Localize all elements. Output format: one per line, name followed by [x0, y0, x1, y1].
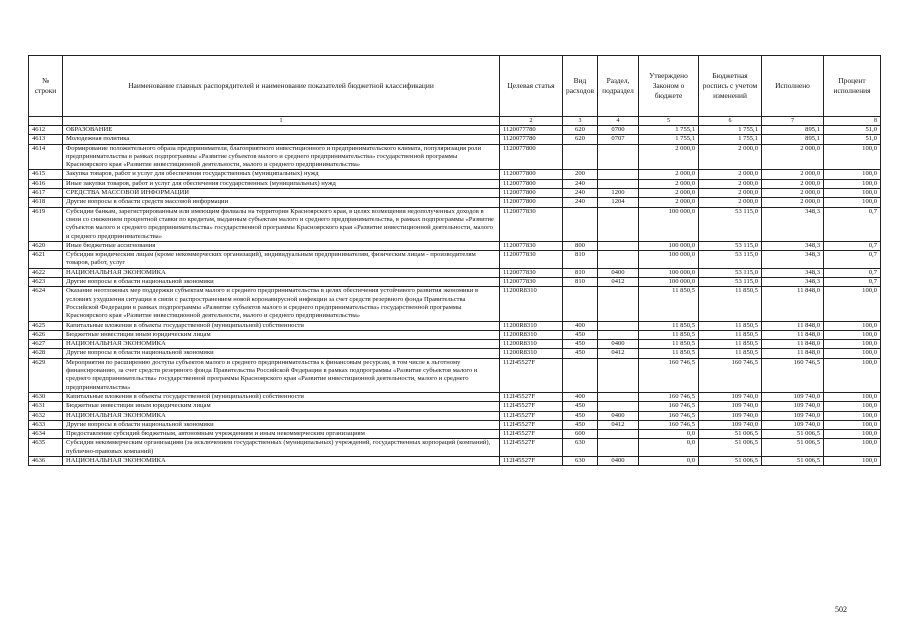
row-expense-type: 620 [563, 135, 598, 144]
row-name: Другие вопросы в области национальной экономики [63, 278, 500, 287]
row-expense-type: 240 [563, 189, 598, 198]
row-number: 4617 [29, 189, 63, 198]
column-number: 7 [762, 117, 824, 126]
row-executed: 348,3 [762, 278, 824, 287]
row-target-article: 112I45527F [500, 420, 563, 429]
row-expense-type: 450 [563, 340, 598, 349]
budget-table [28, 55, 881, 466]
row-name: Закупка товаров, работ и услуг для обеспечения государственных (муниципальных) нужд [63, 170, 500, 179]
row-name: ОБРАЗОВАНИЕ [63, 126, 500, 135]
row-expense-type [563, 207, 598, 241]
table-row [29, 340, 881, 349]
table-row [29, 420, 881, 429]
row-name: НАЦИОНАЛЬНАЯ ЭКОНОМИКА [63, 456, 500, 465]
row-approved: 2 000,0 [639, 198, 699, 207]
header-target-article: Целевая статья [500, 56, 563, 117]
row-expense-type: 810 [563, 251, 598, 269]
row-executed: 348,3 [762, 268, 824, 277]
row-number: 4633 [29, 420, 63, 429]
row-expense-type [563, 144, 598, 170]
table-row [29, 179, 881, 188]
row-number: 4635 [29, 439, 63, 457]
row-executed: 2 000,0 [762, 189, 824, 198]
row-name: НАЦИОНАЛЬНАЯ ЭКОНОМИКА [63, 411, 500, 420]
row-number: 4632 [29, 411, 63, 420]
table-row [29, 207, 881, 241]
row-percent: 100,0 [824, 411, 881, 420]
row-name: Субсидии некоммерческим организациям (за исключением государственных (муниципальных) учреждений, государственных корпораций (компаний), публично-правовых компаний) [63, 439, 500, 457]
row-executed: 11 848,0 [762, 321, 824, 330]
header-row [29, 56, 881, 117]
row-budget-schedule: 53 115,0 [699, 241, 762, 250]
row-budget-schedule: 109 740,0 [699, 402, 762, 411]
row-approved: 0,0 [639, 439, 699, 457]
row-name: НАЦИОНАЛЬНАЯ ЭКОНОМИКА [63, 340, 500, 349]
row-budget-schedule: 53 115,0 [699, 251, 762, 269]
row-target-article: 11200R8310 [500, 287, 563, 321]
row-expense-type: 630 [563, 439, 598, 457]
row-executed: 109 740,0 [762, 392, 824, 401]
row-number: 4622 [29, 268, 63, 277]
row-percent: 0,7 [824, 268, 881, 277]
row-number: 4613 [29, 135, 63, 144]
table-row [29, 439, 881, 457]
row-percent: 0,7 [824, 278, 881, 287]
row-approved: 2 000,0 [639, 170, 699, 179]
row-name: Другие вопросы в области средств массовой информации [63, 198, 500, 207]
row-percent: 100,0 [824, 330, 881, 339]
row-approved: 160 746,5 [639, 392, 699, 401]
table-row [29, 251, 881, 269]
row-budget-schedule: 11 850,5 [699, 340, 762, 349]
row-executed: 2 000,0 [762, 170, 824, 179]
row-target-article: 11200R8310 [500, 340, 563, 349]
row-name: Иные закупки товаров, работ и услуг для обеспечения государственных (муниципальных) нужд [63, 179, 500, 188]
row-percent: 100,0 [824, 340, 881, 349]
row-executed: 109 740,0 [762, 411, 824, 420]
row-number: 4625 [29, 321, 63, 330]
row-number: 4615 [29, 170, 63, 179]
row-section [598, 179, 639, 188]
row-expense-type: 810 [563, 268, 598, 277]
row-section: 0400 [598, 456, 639, 465]
row-target-article: 1120077830 [500, 241, 563, 250]
row-percent: 100,0 [824, 287, 881, 321]
row-approved: 160 746,5 [639, 402, 699, 411]
row-approved: 160 746,5 [639, 411, 699, 420]
row-name: Капитальные вложения в объекты государственной (муниципальной) собственности [63, 392, 500, 401]
row-target-article: 1120077830 [500, 251, 563, 269]
row-number: 4630 [29, 392, 63, 401]
column-number: 4 [598, 117, 639, 126]
row-target-article: 112I45527F [500, 411, 563, 420]
row-number: 4619 [29, 207, 63, 241]
header-executed: Исполнено [762, 56, 824, 117]
row-budget-schedule: 11 850,5 [699, 330, 762, 339]
row-section: 0412 [598, 420, 639, 429]
row-budget-schedule: 109 740,0 [699, 392, 762, 401]
table-row [29, 392, 881, 401]
header-budget-schedule: Бюджетная роспись с учетом изменений [699, 56, 762, 117]
row-percent: 0,7 [824, 241, 881, 250]
row-target-article: 112I45527F [500, 392, 563, 401]
row-target-article: 1120077780 [500, 126, 563, 135]
row-number: 4614 [29, 144, 63, 170]
row-name: Оказание неотложных мер поддержки субъектам малого и среднего предпринимательства в целях обеспечения устойчивого развития экономики в условиях ухудшения ситуации в связи с распространением новой коронавирусной инфекции за счет средств резервного фонда Правительства Российской Федерации в рамках подпрограммы «Развитие субъектов малого и среднего предпринимательства» государственной программы Красноярского края «Развитие инвестиционной деятельности, малого и среднего предпринимательства» [63, 287, 500, 321]
row-target-article: 1120077800 [500, 179, 563, 188]
row-percent: 100,0 [824, 430, 881, 439]
row-budget-schedule: 2 000,0 [699, 170, 762, 179]
row-expense-type: 450 [563, 402, 598, 411]
row-approved: 0,0 [639, 456, 699, 465]
row-name: Молодежная политика [63, 135, 500, 144]
column-number-row [29, 117, 881, 126]
table-row [29, 268, 881, 277]
row-target-article: 1120077800 [500, 198, 563, 207]
row-section: 0412 [598, 349, 639, 358]
row-budget-schedule: 2 000,0 [699, 144, 762, 170]
row-target-article: 1120077800 [500, 144, 563, 170]
row-budget-schedule: 2 000,0 [699, 198, 762, 207]
row-expense-type: 240 [563, 179, 598, 188]
table-body [29, 126, 881, 466]
header-row-number: № строки [29, 56, 63, 117]
row-approved: 1 755,1 [639, 126, 699, 135]
row-number: 4616 [29, 179, 63, 188]
row-number: 4634 [29, 430, 63, 439]
row-percent: 100,0 [824, 358, 881, 392]
row-executed: 348,3 [762, 251, 824, 269]
row-section [598, 330, 639, 339]
row-section [598, 251, 639, 269]
table-row [29, 349, 881, 358]
row-approved: 11 850,5 [639, 321, 699, 330]
table-row [29, 456, 881, 465]
row-section [598, 430, 639, 439]
row-number: 4628 [29, 349, 63, 358]
column-number-empty [29, 117, 63, 126]
row-approved: 100 000,0 [639, 268, 699, 277]
row-target-article: 112I45527F [500, 358, 563, 392]
row-approved: 11 850,5 [639, 340, 699, 349]
row-name: Другие вопросы в области национальной экономики [63, 349, 500, 358]
row-approved: 2 000,0 [639, 144, 699, 170]
row-percent: 100,0 [824, 170, 881, 179]
row-percent: 51,0 [824, 135, 881, 144]
table-row [29, 358, 881, 392]
row-section: 1204 [598, 198, 639, 207]
row-executed: 109 740,0 [762, 402, 824, 411]
header-section: Раздел, подраздел [598, 56, 639, 117]
row-expense-type: 620 [563, 126, 598, 135]
row-approved: 2 000,0 [639, 179, 699, 188]
table-row [29, 198, 881, 207]
row-target-article: 1120077830 [500, 207, 563, 241]
row-percent: 100,0 [824, 456, 881, 465]
row-percent: 100,0 [824, 189, 881, 198]
row-expense-type: 450 [563, 411, 598, 420]
row-target-article: 112I45527F [500, 456, 563, 465]
row-expense-type: 450 [563, 420, 598, 429]
row-executed: 2 000,0 [762, 179, 824, 188]
row-expense-type: 630 [563, 456, 598, 465]
row-section [598, 358, 639, 392]
row-number: 4627 [29, 340, 63, 349]
row-percent: 100,0 [824, 144, 881, 170]
row-approved: 160 746,5 [639, 358, 699, 392]
row-budget-schedule: 11 850,5 [699, 321, 762, 330]
table-row [29, 144, 881, 170]
row-name: НАЦИОНАЛЬНАЯ ЭКОНОМИКА [63, 268, 500, 277]
row-number: 4620 [29, 241, 63, 250]
table-row [29, 278, 881, 287]
row-approved: 1 755,1 [639, 135, 699, 144]
row-approved: 11 850,5 [639, 287, 699, 321]
row-target-article: 11200R8310 [500, 321, 563, 330]
row-section: 0700 [598, 126, 639, 135]
table-row [29, 126, 881, 135]
row-name: Иные бюджетные ассигнования [63, 241, 500, 250]
column-number: 2 [500, 117, 563, 126]
table-row [29, 135, 881, 144]
table-row [29, 402, 881, 411]
row-approved: 11 850,5 [639, 349, 699, 358]
row-executed: 51 006,5 [762, 430, 824, 439]
column-number: 5 [639, 117, 699, 126]
row-percent: 0,7 [824, 207, 881, 241]
row-section: 0412 [598, 278, 639, 287]
table-row [29, 241, 881, 250]
header-name: Наименование главных распорядителей и наименование показателей бюджетной классификации [63, 56, 500, 117]
row-target-article: 1120077780 [500, 135, 563, 144]
row-number: 4618 [29, 198, 63, 207]
row-name: Бюджетные инвестиции иным юридическим лицам [63, 402, 500, 411]
table-row [29, 411, 881, 420]
row-number: 4623 [29, 278, 63, 287]
row-expense-type: 450 [563, 349, 598, 358]
row-target-article: 1120077800 [500, 170, 563, 179]
page-number: 502 [835, 605, 847, 614]
row-expense-type: 400 [563, 321, 598, 330]
row-section [598, 170, 639, 179]
row-executed: 11 848,0 [762, 349, 824, 358]
row-executed: 160 746,5 [762, 358, 824, 392]
row-expense-type: 240 [563, 198, 598, 207]
row-approved: 100 000,0 [639, 278, 699, 287]
row-number: 4636 [29, 456, 63, 465]
row-executed: 895,1 [762, 135, 824, 144]
header-approved: Утверждено Законом о бюджете [639, 56, 699, 117]
table-row [29, 170, 881, 179]
table-row [29, 330, 881, 339]
row-budget-schedule: 1 755,1 [699, 126, 762, 135]
column-number: 3 [563, 117, 598, 126]
row-percent: 51,0 [824, 126, 881, 135]
row-name: Капитальные вложения в объекты государственной (муниципальной) собственности [63, 321, 500, 330]
row-budget-schedule: 51 006,5 [699, 430, 762, 439]
row-budget-schedule: 11 850,5 [699, 349, 762, 358]
row-budget-schedule: 51 006,5 [699, 439, 762, 457]
row-percent: 100,0 [824, 198, 881, 207]
row-approved: 0,0 [639, 430, 699, 439]
row-approved: 2 000,0 [639, 189, 699, 198]
row-expense-type: 200 [563, 170, 598, 179]
row-section: 0400 [598, 268, 639, 277]
row-section [598, 207, 639, 241]
row-expense-type [563, 287, 598, 321]
row-approved: 11 850,5 [639, 330, 699, 339]
row-percent: 100,0 [824, 420, 881, 429]
table-row [29, 430, 881, 439]
row-target-article: 11200R8310 [500, 349, 563, 358]
row-percent: 100,0 [824, 402, 881, 411]
row-executed: 11 848,0 [762, 340, 824, 349]
row-target-article: 11200R8310 [500, 330, 563, 339]
row-budget-schedule: 53 115,0 [699, 207, 762, 241]
row-budget-schedule: 51 006,5 [699, 456, 762, 465]
row-executed: 51 006,5 [762, 456, 824, 465]
row-name: СРЕДСТВА МАССОВОЙ ИНФОРМАЦИИ [63, 189, 500, 198]
row-section [598, 402, 639, 411]
row-percent: 100,0 [824, 349, 881, 358]
row-budget-schedule: 53 115,0 [699, 278, 762, 287]
row-budget-schedule: 109 740,0 [699, 420, 762, 429]
row-budget-schedule: 11 850,5 [699, 287, 762, 321]
row-budget-schedule: 160 746,5 [699, 358, 762, 392]
row-expense-type: 810 [563, 278, 598, 287]
row-approved: 100 000,0 [639, 241, 699, 250]
row-target-article: 1120077830 [500, 278, 563, 287]
row-name: Формирование положительного образа предпринимателя, благоприятного инвестиционного и предпринимательского климата, популяризация роли предпринимательства в рамках подпрограммы «Развитие субъектов малого и среднего предпринимательства» государственной программы Красноярского края «Развитие инвестиционной деятельности, малого и среднего предпринимательства» [63, 144, 500, 170]
row-approved: 100 000,0 [639, 251, 699, 269]
row-target-article: 1120077830 [500, 268, 563, 277]
row-name: Бюджетные инвестиции иным юридическим лицам [63, 330, 500, 339]
row-section: 1200 [598, 189, 639, 198]
row-number: 4631 [29, 402, 63, 411]
row-executed: 2 000,0 [762, 198, 824, 207]
row-name: Другие вопросы в области национальной экономики [63, 420, 500, 429]
row-expense-type: 400 [563, 392, 598, 401]
row-section [598, 392, 639, 401]
row-expense-type [563, 358, 598, 392]
row-name: Субсидии банкам, зарегистрированным или имеющим филиалы на территории Красноярского края, в целях возмещения недополученных доходов в связи со снижением процентной ставки по кредитам, выданным субъектам малого и среднего предпринимательства, в рамках подпрограммы «Развитие субъектов малого и среднего предпринимательства» государственной программы Красноярского края «Развитие инвестиционной деятельности, малого и среднего предпринимательства» [63, 207, 500, 241]
row-number: 4626 [29, 330, 63, 339]
row-percent: 100,0 [824, 392, 881, 401]
row-section: 0707 [598, 135, 639, 144]
row-executed: 11 848,0 [762, 330, 824, 339]
row-section [598, 439, 639, 457]
row-target-article: 112I45527F [500, 402, 563, 411]
row-section: 0400 [598, 340, 639, 349]
row-approved: 100 000,0 [639, 207, 699, 241]
row-executed: 895,1 [762, 126, 824, 135]
row-executed: 348,3 [762, 207, 824, 241]
row-executed: 109 740,0 [762, 420, 824, 429]
row-expense-type: 800 [563, 241, 598, 250]
row-section [598, 321, 639, 330]
table-row [29, 189, 881, 198]
row-percent: 100,0 [824, 179, 881, 188]
column-number: 6 [699, 117, 762, 126]
row-budget-schedule: 53 115,0 [699, 268, 762, 277]
row-target-article: 112I45527F [500, 439, 563, 457]
header-percent: Процент исполнения [824, 56, 881, 117]
table-row [29, 321, 881, 330]
row-name: Предоставление субсидий бюджетным, автономным учреждениям и иным некоммерческим организациям [63, 430, 500, 439]
row-percent: 100,0 [824, 321, 881, 330]
row-budget-schedule: 1 755,1 [699, 135, 762, 144]
header-expense-type: Вид расходов [563, 56, 598, 117]
row-expense-type: 450 [563, 330, 598, 339]
row-executed: 51 006,5 [762, 439, 824, 457]
row-number: 4629 [29, 358, 63, 392]
row-name: Мероприятия по расширению доступа субъектов малого и среднего предпринимательства к финансовым ресурсам, в том числе к льготному финансированию, за счет средств резервного фонда Правительства Российской Федерации в рамках подпрограммы «Развитие субъектов малого и среднего предпринимательства» государственной программы Красноярского края «Развитие инвестиционной деятельности, малого и среднего предпринимательства» [63, 358, 500, 392]
row-percent: 0,7 [824, 251, 881, 269]
row-executed: 348,3 [762, 241, 824, 250]
row-executed: 11 848,0 [762, 287, 824, 321]
column-number: 8 [824, 117, 881, 126]
row-target-article: 112I45527F [500, 430, 563, 439]
row-executed: 2 000,0 [762, 144, 824, 170]
row-number: 4621 [29, 251, 63, 269]
row-section [598, 144, 639, 170]
row-percent: 100,0 [824, 439, 881, 457]
row-approved: 160 746,5 [639, 420, 699, 429]
row-target-article: 1120077800 [500, 189, 563, 198]
row-budget-schedule: 109 740,0 [699, 411, 762, 420]
column-number: 1 [63, 117, 500, 126]
row-budget-schedule: 2 000,0 [699, 189, 762, 198]
row-section: 0400 [598, 411, 639, 420]
row-number: 4624 [29, 287, 63, 321]
row-name: Субсидии юридическим лицам (кроме некоммерческих организаций), индивидуальным предпринимателям, физическим лицам - производителям товаров, работ, услуг [63, 251, 500, 269]
row-section [598, 287, 639, 321]
row-expense-type: 600 [563, 430, 598, 439]
row-budget-schedule: 2 000,0 [699, 179, 762, 188]
row-number: 4612 [29, 126, 63, 135]
row-section [598, 241, 639, 250]
table-row [29, 287, 881, 321]
